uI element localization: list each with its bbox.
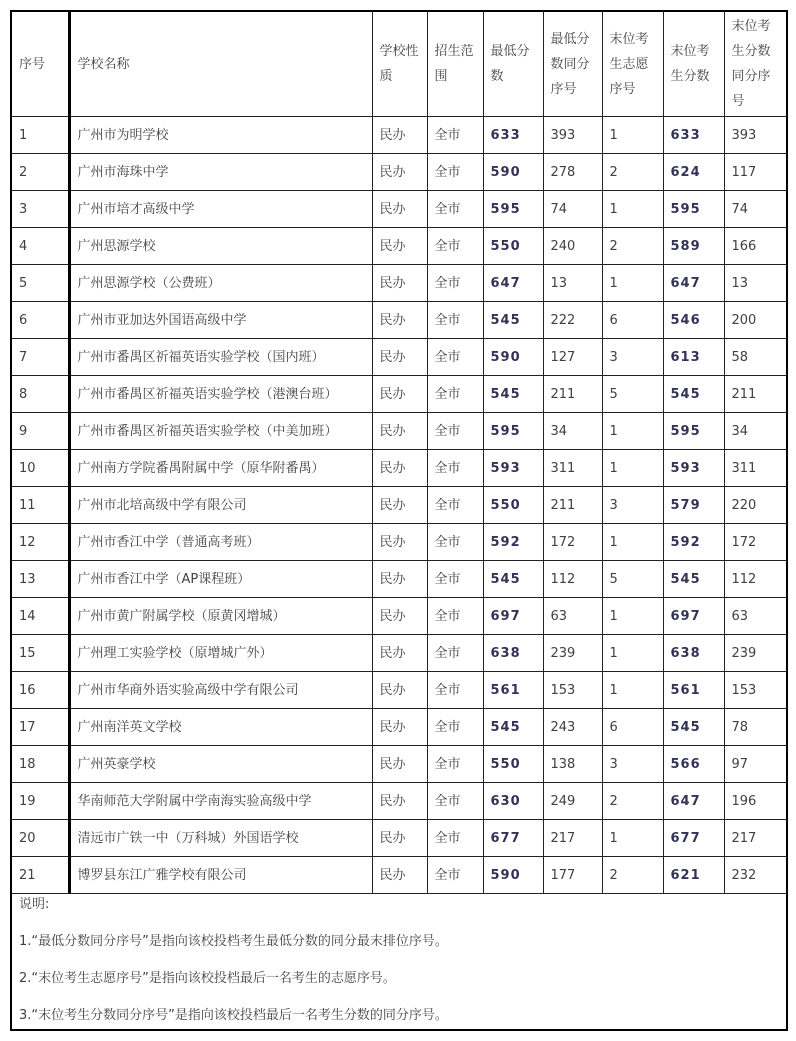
cell-min_score: 590 bbox=[483, 154, 543, 191]
cell-school: 华南师范大学附属中学南海实验高级中学 bbox=[69, 783, 372, 820]
cell-vol_no: 3 bbox=[602, 487, 663, 524]
cell-min_score: 595 bbox=[483, 191, 543, 228]
cell-no: 4 bbox=[11, 228, 69, 265]
cell-school: 广州南方学院番禺附属中学（原华附番禺） bbox=[69, 450, 372, 487]
cell-nature: 民办 bbox=[372, 376, 427, 413]
cell-nature: 民办 bbox=[372, 265, 427, 302]
cell-last_rank: 153 bbox=[724, 672, 787, 709]
table-row bbox=[11, 117, 787, 154]
cell-vol_no: 2 bbox=[602, 154, 663, 191]
table-row bbox=[11, 228, 787, 265]
cell-min_score: 593 bbox=[483, 450, 543, 487]
cell-no: 10 bbox=[11, 450, 69, 487]
cell-school: 广州市亚加达外国语高级中学 bbox=[69, 302, 372, 339]
cell-last_score: 546 bbox=[663, 302, 724, 339]
note-2: 2.“末位考生志愿序号”是指向该校投档最后一名考生的志愿序号。 bbox=[19, 971, 396, 986]
cell-min_score: 677 bbox=[483, 820, 543, 857]
note-1: 1.“最低分数同分序号”是指向该校投档考生最低分数的同分最末排位序号。 bbox=[19, 934, 448, 949]
table-row bbox=[11, 857, 787, 894]
cell-min_score: 630 bbox=[483, 783, 543, 820]
cell-last_score: 697 bbox=[663, 598, 724, 635]
cell-min_rank: 153 bbox=[543, 672, 602, 709]
cell-nature: 民办 bbox=[372, 228, 427, 265]
cell-no: 21 bbox=[11, 857, 69, 894]
cell-vol_no: 1 bbox=[602, 450, 663, 487]
note-3: 3.“末位考生分数同分序号”是指向该校投档最后一名考生分数的同分序号。 bbox=[19, 1008, 448, 1023]
cell-scope: 全市 bbox=[427, 154, 483, 191]
cell-scope: 全市 bbox=[427, 524, 483, 561]
cell-scope: 全市 bbox=[427, 302, 483, 339]
cell-scope: 全市 bbox=[427, 561, 483, 598]
cell-min_rank: 239 bbox=[543, 635, 602, 672]
col-header-scope: 招生范围 bbox=[427, 11, 483, 117]
cell-vol_no: 1 bbox=[602, 117, 663, 154]
table-row bbox=[11, 820, 787, 857]
cell-nature: 民办 bbox=[372, 635, 427, 672]
admission-scores-table bbox=[10, 10, 788, 1031]
cell-scope: 全市 bbox=[427, 820, 483, 857]
cell-last_score: 647 bbox=[663, 265, 724, 302]
cell-last_rank: 112 bbox=[724, 561, 787, 598]
cell-no: 15 bbox=[11, 635, 69, 672]
cell-nature: 民办 bbox=[372, 672, 427, 709]
table-row bbox=[11, 450, 787, 487]
cell-scope: 全市 bbox=[427, 339, 483, 376]
table-body bbox=[11, 117, 787, 894]
cell-last_rank: 220 bbox=[724, 487, 787, 524]
cell-no: 13 bbox=[11, 561, 69, 598]
cell-last_score: 592 bbox=[663, 524, 724, 561]
table-row bbox=[11, 487, 787, 524]
cell-scope: 全市 bbox=[427, 376, 483, 413]
col-header-min_score: 最低分数 bbox=[483, 11, 543, 117]
cell-school: 博罗县东江广雅学校有限公司 bbox=[69, 857, 372, 894]
cell-vol_no: 1 bbox=[602, 820, 663, 857]
cell-last_rank: 239 bbox=[724, 635, 787, 672]
cell-last_score: 647 bbox=[663, 783, 724, 820]
cell-min_score: 590 bbox=[483, 339, 543, 376]
notes-section bbox=[11, 894, 787, 1031]
cell-school: 广州市海珠中学 bbox=[69, 154, 372, 191]
col-header-no: 序号 bbox=[11, 11, 69, 117]
cell-last_rank: 13 bbox=[724, 265, 787, 302]
cell-min_score: 545 bbox=[483, 376, 543, 413]
cell-last_rank: 78 bbox=[724, 709, 787, 746]
cell-vol_no: 1 bbox=[602, 598, 663, 635]
cell-school: 广州南洋英文学校 bbox=[69, 709, 372, 746]
cell-nature: 民办 bbox=[372, 524, 427, 561]
cell-scope: 全市 bbox=[427, 598, 483, 635]
cell-no: 1 bbox=[11, 117, 69, 154]
cell-vol_no: 1 bbox=[602, 635, 663, 672]
cell-min_rank: 222 bbox=[543, 302, 602, 339]
cell-last_score: 621 bbox=[663, 857, 724, 894]
cell-last_score: 595 bbox=[663, 413, 724, 450]
table-row bbox=[11, 302, 787, 339]
cell-min_score: 633 bbox=[483, 117, 543, 154]
cell-min_score: 545 bbox=[483, 302, 543, 339]
cell-school: 清远市广铁一中（万科城）外国语学校 bbox=[69, 820, 372, 857]
cell-min_score: 550 bbox=[483, 487, 543, 524]
col-header-min_rank: 最低分数同分序号 bbox=[543, 11, 602, 117]
table-row bbox=[11, 672, 787, 709]
cell-vol_no: 2 bbox=[602, 783, 663, 820]
cell-last_score: 638 bbox=[663, 635, 724, 672]
cell-last_rank: 97 bbox=[724, 746, 787, 783]
cell-last_rank: 217 bbox=[724, 820, 787, 857]
cell-vol_no: 1 bbox=[602, 672, 663, 709]
cell-nature: 民办 bbox=[372, 117, 427, 154]
cell-school: 广州市为明学校 bbox=[69, 117, 372, 154]
cell-vol_no: 2 bbox=[602, 228, 663, 265]
cell-min_score: 545 bbox=[483, 561, 543, 598]
table-row bbox=[11, 783, 787, 820]
cell-nature: 民办 bbox=[372, 413, 427, 450]
cell-scope: 全市 bbox=[427, 450, 483, 487]
header-row bbox=[11, 11, 787, 117]
cell-vol_no: 5 bbox=[602, 561, 663, 598]
cell-school: 广州思源学校 bbox=[69, 228, 372, 265]
table-row bbox=[11, 635, 787, 672]
cell-school: 广州市香江中学（普通高考班） bbox=[69, 524, 372, 561]
cell-scope: 全市 bbox=[427, 783, 483, 820]
cell-no: 5 bbox=[11, 265, 69, 302]
cell-scope: 全市 bbox=[427, 265, 483, 302]
cell-min_rank: 278 bbox=[543, 154, 602, 191]
cell-nature: 民办 bbox=[372, 191, 427, 228]
cell-last_score: 633 bbox=[663, 117, 724, 154]
cell-no: 7 bbox=[11, 339, 69, 376]
notes-title: 说明: bbox=[19, 897, 50, 912]
cell-last_rank: 117 bbox=[724, 154, 787, 191]
cell-vol_no: 3 bbox=[602, 746, 663, 783]
cell-min_rank: 74 bbox=[543, 191, 602, 228]
table-row bbox=[11, 413, 787, 450]
cell-nature: 民办 bbox=[372, 783, 427, 820]
cell-last_score: 595 bbox=[663, 191, 724, 228]
cell-min_rank: 63 bbox=[543, 598, 602, 635]
cell-scope: 全市 bbox=[427, 228, 483, 265]
cell-school: 广州市番禺区祈福英语实验学校（国内班） bbox=[69, 339, 372, 376]
cell-last_rank: 196 bbox=[724, 783, 787, 820]
col-header-nature: 学校性质 bbox=[372, 11, 427, 117]
col-header-last_score: 末位考生分数 bbox=[663, 11, 724, 117]
cell-min_score: 561 bbox=[483, 672, 543, 709]
cell-min_rank: 172 bbox=[543, 524, 602, 561]
cell-vol_no: 1 bbox=[602, 413, 663, 450]
cell-last_score: 613 bbox=[663, 339, 724, 376]
cell-nature: 民办 bbox=[372, 450, 427, 487]
cell-min_score: 592 bbox=[483, 524, 543, 561]
cell-no: 19 bbox=[11, 783, 69, 820]
cell-no: 18 bbox=[11, 746, 69, 783]
cell-min_rank: 393 bbox=[543, 117, 602, 154]
cell-last_score: 593 bbox=[663, 450, 724, 487]
cell-nature: 民办 bbox=[372, 487, 427, 524]
table-header bbox=[11, 11, 787, 117]
cell-min_score: 647 bbox=[483, 265, 543, 302]
cell-min_rank: 243 bbox=[543, 709, 602, 746]
cell-no: 11 bbox=[11, 487, 69, 524]
col-header-vol_no: 末位考生志愿序号 bbox=[602, 11, 663, 117]
cell-no: 12 bbox=[11, 524, 69, 561]
cell-vol_no: 6 bbox=[602, 302, 663, 339]
table-row bbox=[11, 339, 787, 376]
notes-row bbox=[11, 894, 787, 1031]
cell-min_rank: 211 bbox=[543, 376, 602, 413]
cell-nature: 民办 bbox=[372, 154, 427, 191]
cell-nature: 民办 bbox=[372, 302, 427, 339]
cell-no: 6 bbox=[11, 302, 69, 339]
cell-school: 广州市番禺区祈福英语实验学校（港澳台班） bbox=[69, 376, 372, 413]
table-footer bbox=[11, 894, 787, 1031]
cell-no: 9 bbox=[11, 413, 69, 450]
table-row bbox=[11, 561, 787, 598]
cell-no: 20 bbox=[11, 820, 69, 857]
cell-scope: 全市 bbox=[427, 635, 483, 672]
table-row bbox=[11, 265, 787, 302]
cell-last_rank: 232 bbox=[724, 857, 787, 894]
cell-last_score: 589 bbox=[663, 228, 724, 265]
cell-scope: 全市 bbox=[427, 191, 483, 228]
cell-school: 广州市黄广附属学校（原黄冈增城） bbox=[69, 598, 372, 635]
cell-min_rank: 112 bbox=[543, 561, 602, 598]
cell-last_score: 677 bbox=[663, 820, 724, 857]
cell-vol_no: 3 bbox=[602, 339, 663, 376]
cell-last_rank: 211 bbox=[724, 376, 787, 413]
cell-nature: 民办 bbox=[372, 598, 427, 635]
cell-min_score: 595 bbox=[483, 413, 543, 450]
cell-school: 广州市北培高级中学有限公司 bbox=[69, 487, 372, 524]
cell-min_rank: 127 bbox=[543, 339, 602, 376]
cell-no: 3 bbox=[11, 191, 69, 228]
cell-last_score: 545 bbox=[663, 709, 724, 746]
table-row bbox=[11, 709, 787, 746]
table-row bbox=[11, 191, 787, 228]
cell-scope: 全市 bbox=[427, 709, 483, 746]
cell-min_score: 697 bbox=[483, 598, 543, 635]
cell-min_rank: 311 bbox=[543, 450, 602, 487]
cell-last_rank: 200 bbox=[724, 302, 787, 339]
col-header-school: 学校名称 bbox=[69, 11, 372, 117]
cell-last_score: 561 bbox=[663, 672, 724, 709]
cell-scope: 全市 bbox=[427, 413, 483, 450]
cell-scope: 全市 bbox=[427, 857, 483, 894]
cell-nature: 民办 bbox=[372, 746, 427, 783]
cell-min_score: 550 bbox=[483, 228, 543, 265]
table-row bbox=[11, 154, 787, 191]
cell-nature: 民办 bbox=[372, 561, 427, 598]
cell-min_score: 638 bbox=[483, 635, 543, 672]
cell-no: 17 bbox=[11, 709, 69, 746]
cell-no: 8 bbox=[11, 376, 69, 413]
table-row bbox=[11, 376, 787, 413]
cell-school: 广州市番禺区祈福英语实验学校（中美加班） bbox=[69, 413, 372, 450]
cell-min_rank: 34 bbox=[543, 413, 602, 450]
cell-vol_no: 1 bbox=[602, 524, 663, 561]
cell-scope: 全市 bbox=[427, 672, 483, 709]
cell-no: 16 bbox=[11, 672, 69, 709]
cell-school: 广州市华商外语实验高级中学有限公司 bbox=[69, 672, 372, 709]
cell-school: 广州英豪学校 bbox=[69, 746, 372, 783]
cell-no: 14 bbox=[11, 598, 69, 635]
cell-min_rank: 217 bbox=[543, 820, 602, 857]
cell-min_rank: 211 bbox=[543, 487, 602, 524]
table-row bbox=[11, 524, 787, 561]
cell-last_rank: 172 bbox=[724, 524, 787, 561]
cell-min_score: 550 bbox=[483, 746, 543, 783]
cell-min_rank: 138 bbox=[543, 746, 602, 783]
cell-school: 广州思源学校（公费班） bbox=[69, 265, 372, 302]
cell-last_score: 566 bbox=[663, 746, 724, 783]
cell-min_score: 545 bbox=[483, 709, 543, 746]
cell-vol_no: 2 bbox=[602, 857, 663, 894]
cell-school: 广州市香江中学（AP课程班） bbox=[69, 561, 372, 598]
cell-vol_no: 6 bbox=[602, 709, 663, 746]
cell-last_rank: 74 bbox=[724, 191, 787, 228]
cell-last_rank: 393 bbox=[724, 117, 787, 154]
cell-vol_no: 5 bbox=[602, 376, 663, 413]
cell-scope: 全市 bbox=[427, 117, 483, 154]
cell-min_score: 590 bbox=[483, 857, 543, 894]
cell-last_rank: 58 bbox=[724, 339, 787, 376]
cell-min_rank: 240 bbox=[543, 228, 602, 265]
cell-min_rank: 13 bbox=[543, 265, 602, 302]
cell-min_rank: 177 bbox=[543, 857, 602, 894]
cell-last_score: 545 bbox=[663, 376, 724, 413]
cell-no: 2 bbox=[11, 154, 69, 191]
cell-last_rank: 311 bbox=[724, 450, 787, 487]
cell-nature: 民办 bbox=[372, 709, 427, 746]
cell-vol_no: 1 bbox=[602, 191, 663, 228]
cell-scope: 全市 bbox=[427, 746, 483, 783]
cell-last_rank: 63 bbox=[724, 598, 787, 635]
cell-nature: 民办 bbox=[372, 857, 427, 894]
cell-last_rank: 166 bbox=[724, 228, 787, 265]
table-row bbox=[11, 746, 787, 783]
cell-school: 广州理工实验学校（原增城广外） bbox=[69, 635, 372, 672]
cell-last_score: 545 bbox=[663, 561, 724, 598]
cell-last_rank: 34 bbox=[724, 413, 787, 450]
cell-scope: 全市 bbox=[427, 487, 483, 524]
cell-school: 广州市培才高级中学 bbox=[69, 191, 372, 228]
cell-last_score: 624 bbox=[663, 154, 724, 191]
cell-nature: 民办 bbox=[372, 820, 427, 857]
cell-min_rank: 249 bbox=[543, 783, 602, 820]
cell-nature: 民办 bbox=[372, 339, 427, 376]
cell-vol_no: 1 bbox=[602, 265, 663, 302]
cell-last_score: 579 bbox=[663, 487, 724, 524]
col-header-last_rank: 末位考生分数同分序号 bbox=[724, 11, 787, 117]
table-row bbox=[11, 598, 787, 635]
